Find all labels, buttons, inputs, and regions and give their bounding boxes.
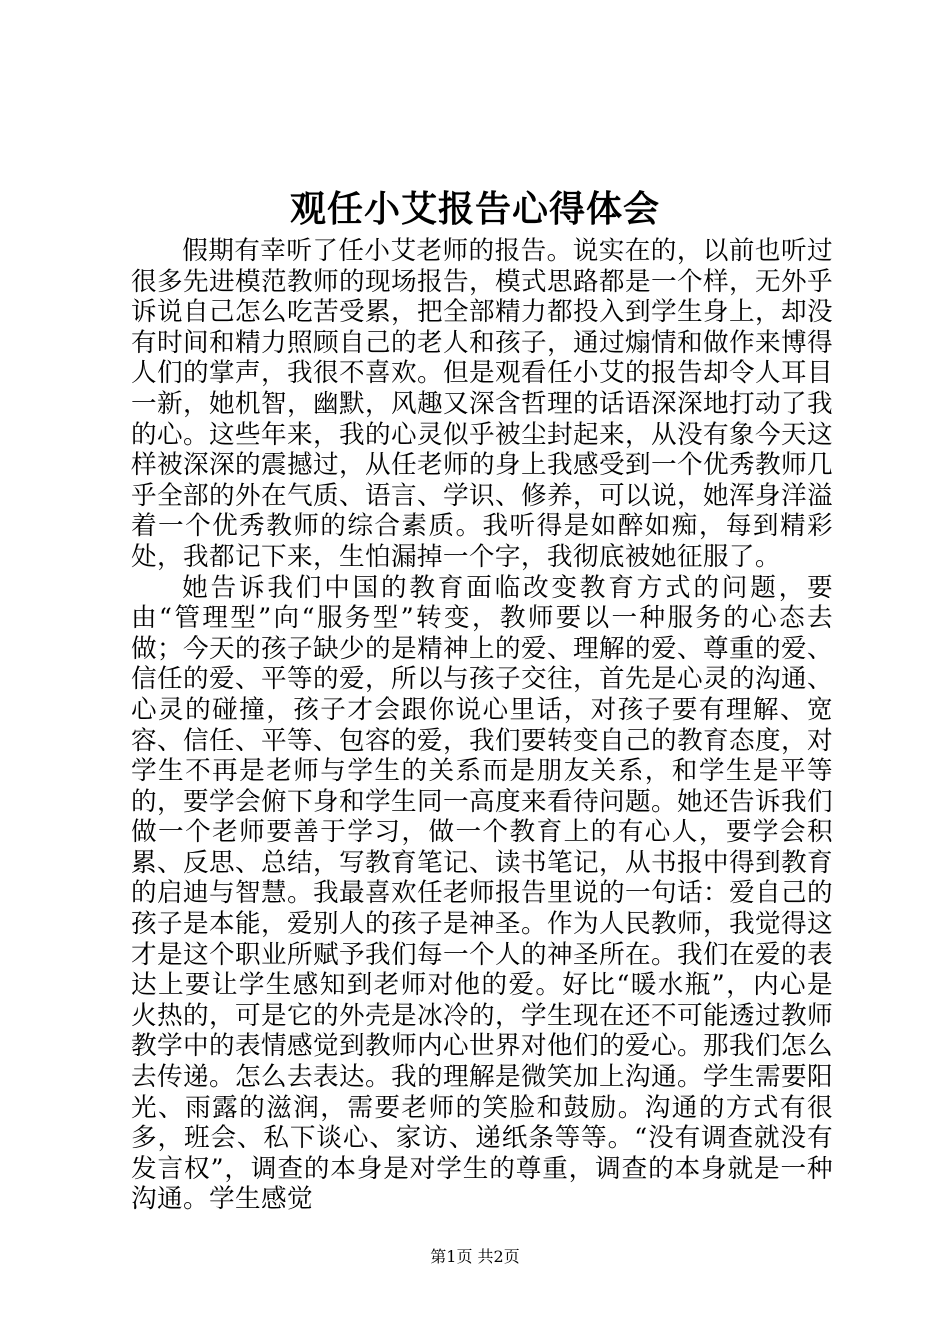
paragraph-1: 假期有幸听了任小艾老师的报告。说实在的，以前也听过很多先进模范教师的现场报告，模式思路都是一个样，无外乎诉说自己怎么吃苦受累，把全部精力都投入到学生身上，却没有时间和精力照顾自己的老人和孩子，通过煽情和做作来博得人们的掌声，我很不喜欢。但是观看任小艾的报告却令人耳目一新，她机智，幽默，风趣又深含哲理的话语深深地打动了我的心。这些年来，我的心灵似乎被尘封起来，从没有象今天这样被深深的震撼过，从任老师的身上我感受到一个优秀教师几乎全部的外在气质、语言、学识、修养，可以说，她浑身洋溢着一个优秀教师的综合素质。我听得是如醉如痴，每到精彩处，我都记下来，生怕漏掉一个字，我彻底被她征服了。 — [131, 236, 833, 572]
document-body — [131, 236, 833, 1215]
page-footer: 第1页 共2页 — [430, 1247, 520, 1266]
paragraph-2: 她告诉我们中国的教育面临改变教育方式的问题，要由“管理型”向“服务型”转变，教师要以一种服务的心态去做；今天的孩子缺少的是精神上的爱、理解的爱、尊重的爱、信任的爱、平等的爱，所以与孩子交往，首先是心灵的沟通、心灵的碰撞，孩子才会跟你说心里话，对孩子要有理解、宽容、信任、平等、包容的爱，我们要转变自己的教育态度，对学生不再是老师与学生的关系而是朋友关系，和学生是平等的，要学会俯下身和学生同一高度来看待问题。她还告诉我们做一个老师要善于学习，做一个教育上的有心人，要学会积累、反思、总结，写教育笔记、读书笔记，从书报中得到教育的启迪与智慧。我最喜欢任老师报告里说的一句话：爱自己的孩子是本能，爱别人的孩子是神圣。作为人民教师，我觉得这才是这个职业所赋予我们每一个人的神圣所在。我们在爱的表达上要让学生感知到老师对他的爱。好比“暖水瓶”，内心是火热的，可是它的外壳是冰冷的，学生现在还不可能透过教师教学中的表情感觉到教师内心世界对他们的爱心。那我们怎么去传递。怎么去表达。我的理解是微笑加上沟通。学生需要阳光、雨露的滋润，需要老师的笑脸和鼓励。沟通的方式有很多，班会、私下谈心、家访、递纸条等等。“没有调查就没有发言权”，调查的本身是对学生的尊重，调查的本身就是一种沟通。学生感觉 — [131, 572, 833, 1215]
document-title: 观任小艾报告心得体会 — [289, 188, 660, 230]
